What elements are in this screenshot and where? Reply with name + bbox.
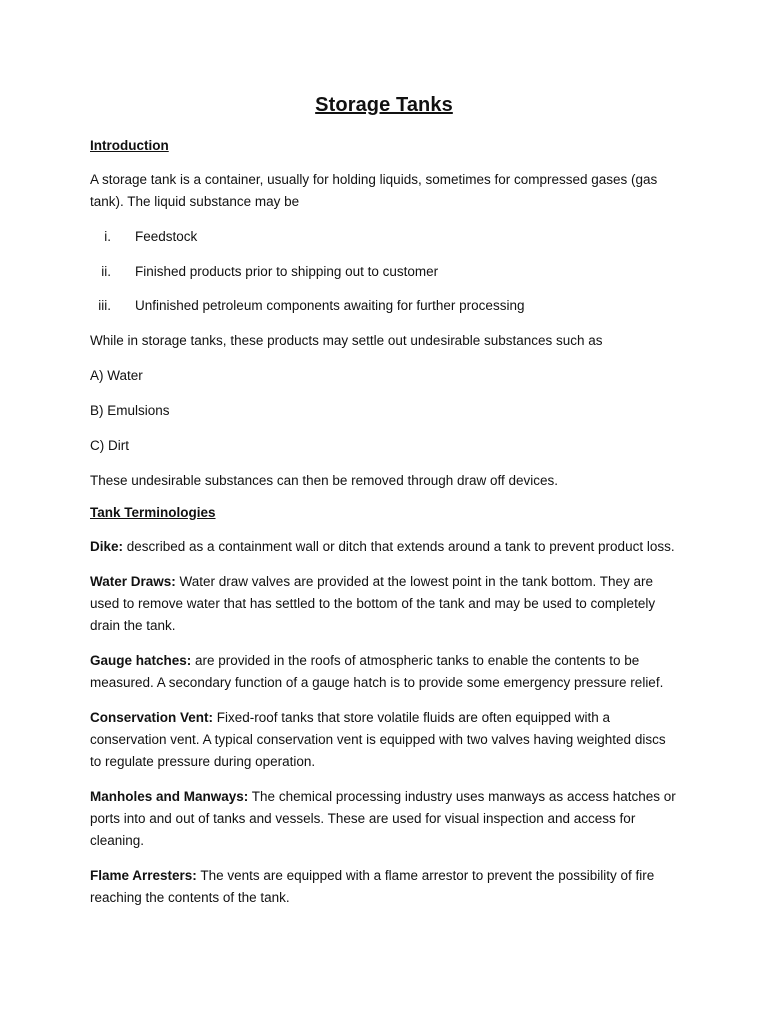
substance-dirt: C) Dirt xyxy=(90,437,129,453)
term-label: Flame Arresters: xyxy=(90,867,197,883)
substance-water: A) Water xyxy=(90,367,143,383)
substance-emulsions: B) Emulsions xyxy=(90,402,170,418)
term-label: Manholes and Manways: xyxy=(90,788,249,804)
list-item-number: ii. xyxy=(101,263,111,279)
term-label: Dike: xyxy=(90,538,124,554)
list-item xyxy=(90,261,678,283)
term-description: are provided in the roofs of atmospheric tanks to enable the contents to be measured. A secondary function of a gauge hatch is to provide some emergency pressure relief. xyxy=(90,652,664,690)
intro-paragraph: A storage tank is a container, usually for holding liquids, sometimes for compressed gases (gas tank). The liquid substance may be xyxy=(90,172,658,209)
document-title: Storage Tanks xyxy=(315,94,453,116)
term-manholes-manways xyxy=(90,786,678,852)
substance-type-list xyxy=(90,226,678,317)
list-item-text: Unfinished petroleum components awaiting for further processing xyxy=(135,298,525,313)
term-flame-arresters xyxy=(90,865,678,909)
list-item-text: Finished products prior to shipping out to customer xyxy=(135,263,439,279)
term-description: Fixed-roof tanks that store volatile fluids are often equipped with a conservation vent. A typical conservation vent is equipped with two valves having weighted discs to regulate pressure during operation. xyxy=(90,709,666,769)
list-item xyxy=(90,226,678,248)
list-item-number: iii. xyxy=(98,298,111,313)
term-description: Water draw valves are provided at the lowest point in the tank bottom. They are used to remove water that has settled to the bottom of the tank and may be used to completely drain the tank. xyxy=(90,573,656,633)
term-label: Conservation Vent: xyxy=(90,709,214,725)
list-item xyxy=(90,295,678,317)
term-label: Water Draws: xyxy=(90,573,176,589)
term-description: The vents are equipped with a flame arrestor to prevent the possibility of fire reaching the contents of the tank. xyxy=(90,867,655,905)
term-water-draws xyxy=(90,571,678,637)
term-description: The chemical processing industry uses manways as access hatches or ports into and out of tanks and vessels. These are used for visual inspection and access for cleaning. xyxy=(90,788,676,848)
list-item-text: Feedstock xyxy=(135,229,198,244)
removal-paragraph: These undesirable substances can then be removed through draw off devices. xyxy=(90,472,559,488)
term-label: Gauge hatches: xyxy=(90,652,192,668)
list-item-number: i. xyxy=(104,229,111,244)
term-gauge-hatches xyxy=(90,650,678,694)
tank-terminologies-heading: Tank Terminologies xyxy=(90,504,216,520)
term-dike xyxy=(90,536,678,558)
settle-paragraph: While in storage tanks, these products may settle out undesirable substances such as xyxy=(90,332,603,348)
term-description: described as a containment wall or ditch that extends around a tank to prevent product loss. xyxy=(123,538,675,554)
term-conservation-vent xyxy=(90,707,678,773)
introduction-heading: Introduction xyxy=(90,138,169,153)
